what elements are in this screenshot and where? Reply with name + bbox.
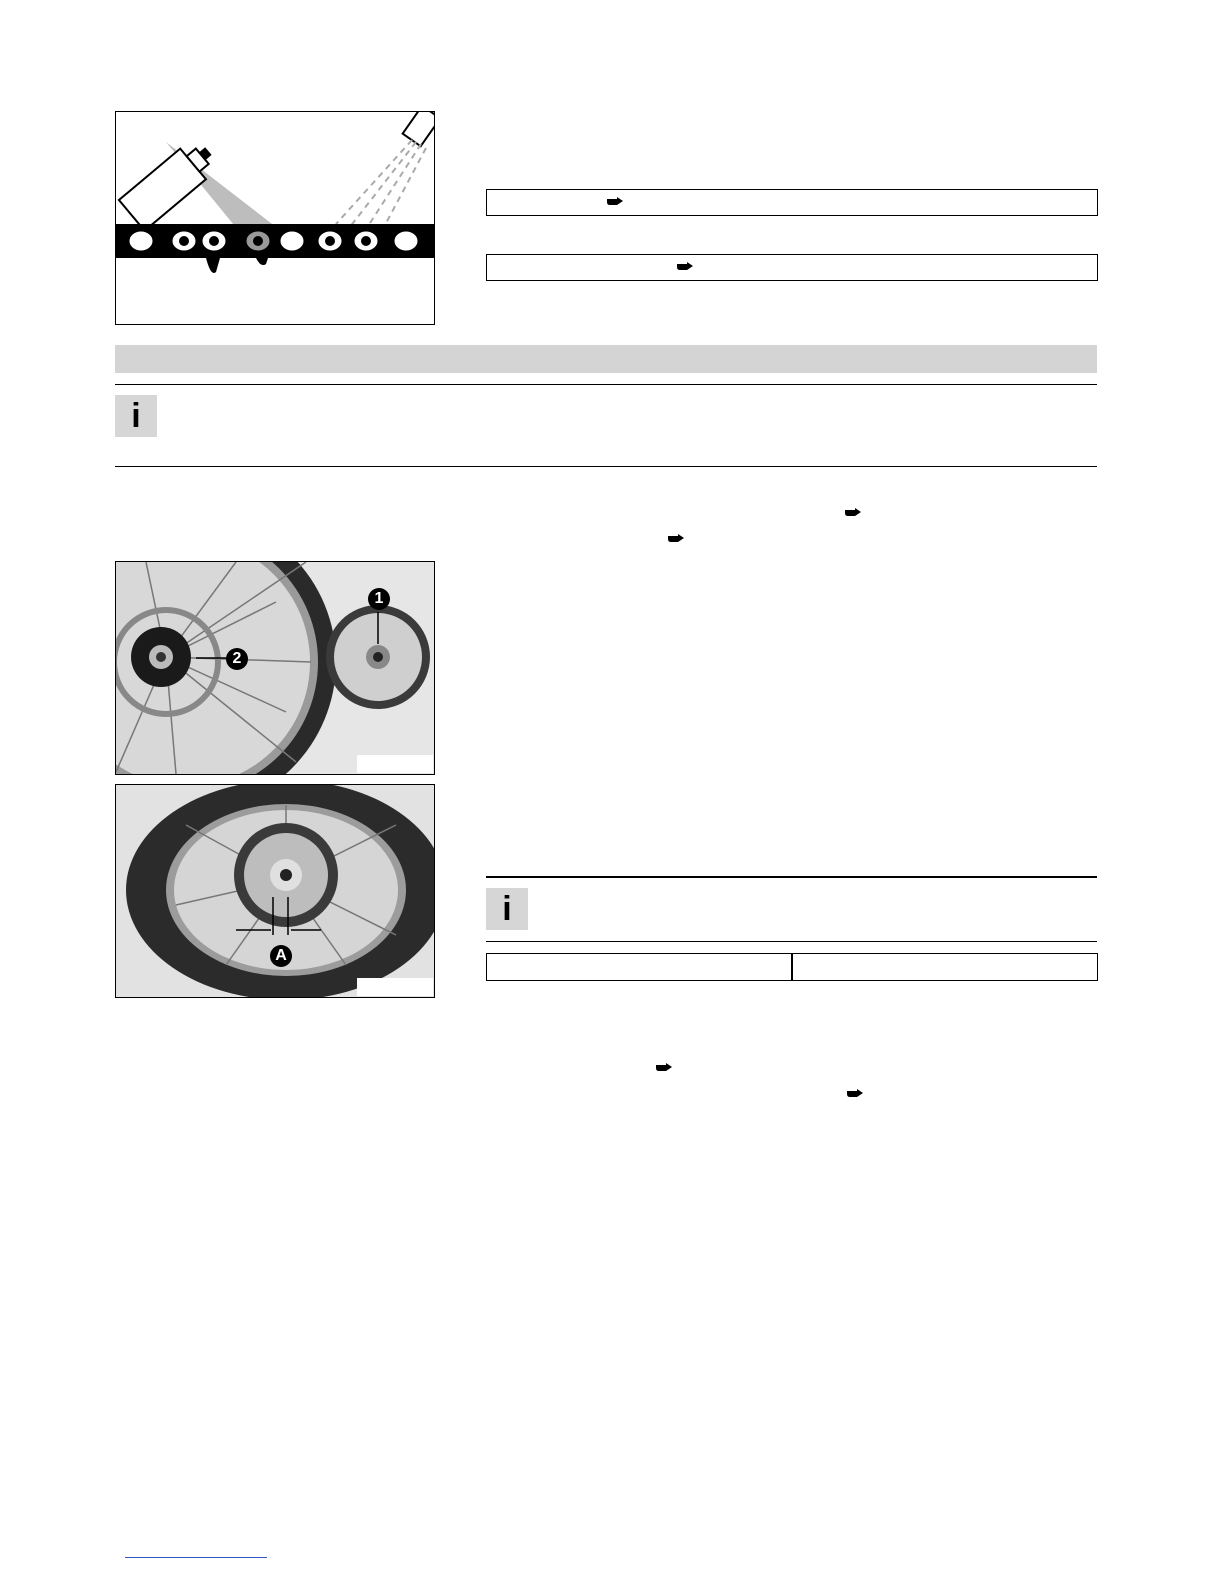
- info2-top-rule: [486, 876, 1097, 878]
- pointing-hand-icon: [847, 1088, 863, 1098]
- rear-wheel-sprocket-photo: [115, 784, 435, 998]
- pointing-hand-icon: [845, 507, 861, 517]
- spec-table-cell-left: [486, 953, 793, 981]
- pointing-hand-icon: [677, 261, 693, 271]
- info-icon: i: [486, 888, 528, 930]
- info-icon: i: [115, 395, 157, 437]
- figure-number-box: [357, 978, 433, 996]
- rear-wheel-hub-photo: [115, 561, 435, 775]
- spec-table-cell-right: [791, 953, 1098, 981]
- info-bottom-rule: [115, 466, 1097, 467]
- figure-number-box: [357, 755, 433, 773]
- pointing-hand-icon: [607, 196, 623, 206]
- chain-cleaning-figure: [115, 111, 435, 325]
- chain-cleaning-illustration: [116, 112, 434, 324]
- info2-bottom-rule: [486, 941, 1097, 942]
- callout-A: A: [270, 945, 292, 967]
- pointing-hand-icon: [668, 533, 684, 543]
- section-heading-bar: [115, 345, 1097, 373]
- pointing-hand-icon: [656, 1062, 672, 1072]
- reference-box-1: [486, 189, 1098, 216]
- info-top-rule: [115, 384, 1097, 385]
- footer-link[interactable]: [125, 1557, 267, 1558]
- reference-box-2: [486, 254, 1098, 281]
- callout-1: 1: [368, 588, 390, 610]
- callout-2: 2: [226, 648, 248, 670]
